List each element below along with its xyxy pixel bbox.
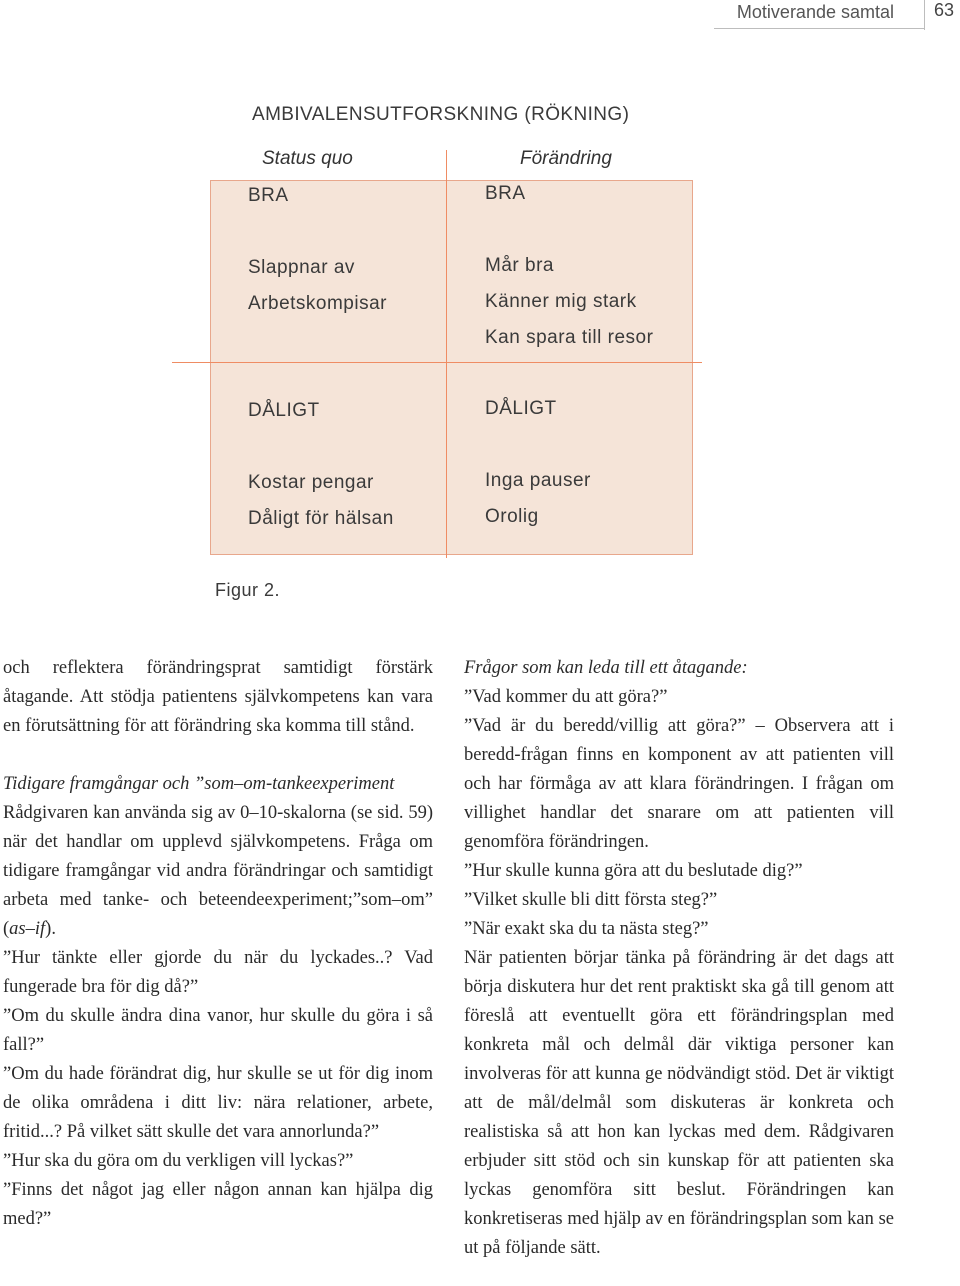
section-heading: Frågor som kan leda till ett åtagande: — [464, 658, 748, 678]
left-text-column — [3, 654, 433, 1234]
cell-label: BRA — [248, 185, 289, 206]
page-number: 63 — [934, 0, 955, 20]
question: ”Finns det något jag eller någon annan kan hjälpa dig med?” — [3, 1180, 433, 1229]
header-divider — [924, 0, 925, 30]
question: ”Om du hade förändrat dig, hur skulle se ut för dig inom de olika områdena i ditt liv: nära relationer, arbete, fritid...? På vilket sätt skulle det vara annorlunda?” — [3, 1064, 433, 1142]
cell-status-quo-good — [248, 178, 387, 322]
cell-item: Mår bra — [485, 255, 554, 276]
cell-item: Kostar pengar — [248, 472, 374, 493]
question: ”Vad är du beredd/villig att göra?” – Observera att i beredd-frågan finns en komponent av att patienten vill och har förmåga av att klara förändringen. I frågan om villighet handlar det snarare om att patienten vill genomföra förändringen. — [464, 716, 894, 852]
running-header-title: Motiverande samtal — [736, 2, 894, 22]
header-rule — [714, 28, 924, 29]
status-quo-heading: Status quo — [262, 148, 353, 169]
cell-item: Orolig — [485, 506, 539, 527]
paragraph: och reflektera förändringsprat samtidigt förstärk åtagande. Att stödja patientens självkompetens kan vara en förutsättning för att förändring ska komma till stånd. — [3, 658, 433, 736]
figure-caption: Figur 2. — [215, 580, 281, 600]
question: ”Hur skulle kunna göra att du beslutade dig?” — [464, 861, 803, 881]
cell-change-bad — [485, 391, 591, 535]
cell-item: Arbetskompisar — [248, 293, 387, 314]
matrix-vertical-divider — [446, 150, 447, 558]
change-heading: Förändring — [520, 148, 612, 169]
cell-label: DÅLIGT — [248, 400, 320, 421]
cell-item: Kan spara till resor — [485, 327, 654, 348]
figure-title: AMBIVALENSUTFORSKNING (RÖKNING) — [252, 104, 630, 125]
cell-item: Inga pauser — [485, 470, 591, 491]
matrix-horizontal-divider — [172, 362, 702, 363]
cell-item: Känner mig stark — [485, 291, 637, 312]
paragraph: När patienten börjar tänka på förändring är det dags att börja diskutera hur det rent praktiskt ska gå till genom att föreslå att eventuellt göra ett förändringsplan med konkreta mål och delmål där viktiga personer kan involveras för att kunna ge nödvändigt stöd. Det är viktigt att de mål/delmål som diskuteras är konkreta och realistiska så att hon kan lyckas med dem. Rådgivaren erbjuder sitt stöd och sin kunskap för att patienten ska lyckas genomföra sitt beslut. Förändringen kan konkretiseras med hjälp av en förändringsplan som kan se ut på följande sätt. — [464, 948, 894, 1258]
paragraph: Rådgivaren kan använda sig av 0–10-skalorna (se sid. 59) när det handlar om upplevd självkompetens. Fråga om tidigare framgångar vid andra förändringar och samtidigt arbeta med tanke- och beteendeexperiment;”som–om” (as–if). — [3, 803, 433, 939]
section-heading: Tidigare framgångar och ”som–om-tankeexperiment — [3, 774, 395, 794]
question: ”Hur tänkte eller gjorde du när du lyckades..? Vad fungerade bra för dig då?” — [3, 948, 433, 997]
cell-label: DÅLIGT — [485, 398, 557, 419]
question: ”Vilket skulle bli ditt första steg?” — [464, 890, 718, 910]
question: ”Om du skulle ändra dina vanor, hur skulle du göra i så fall?” — [3, 1006, 433, 1055]
cell-change-good — [485, 176, 653, 356]
question: ”Vad kommer du att göra?” — [464, 687, 668, 707]
cell-item: Slappnar av — [248, 257, 355, 278]
question: ”Hur ska du göra om du verkligen vill lyckas?” — [3, 1151, 354, 1171]
cell-label: BRA — [485, 183, 526, 204]
right-text-column — [464, 654, 894, 1263]
cell-status-quo-bad — [248, 393, 394, 537]
cell-item: Dåligt för hälsan — [248, 508, 394, 529]
question: ”När exakt ska du ta nästa steg?” — [464, 919, 709, 939]
